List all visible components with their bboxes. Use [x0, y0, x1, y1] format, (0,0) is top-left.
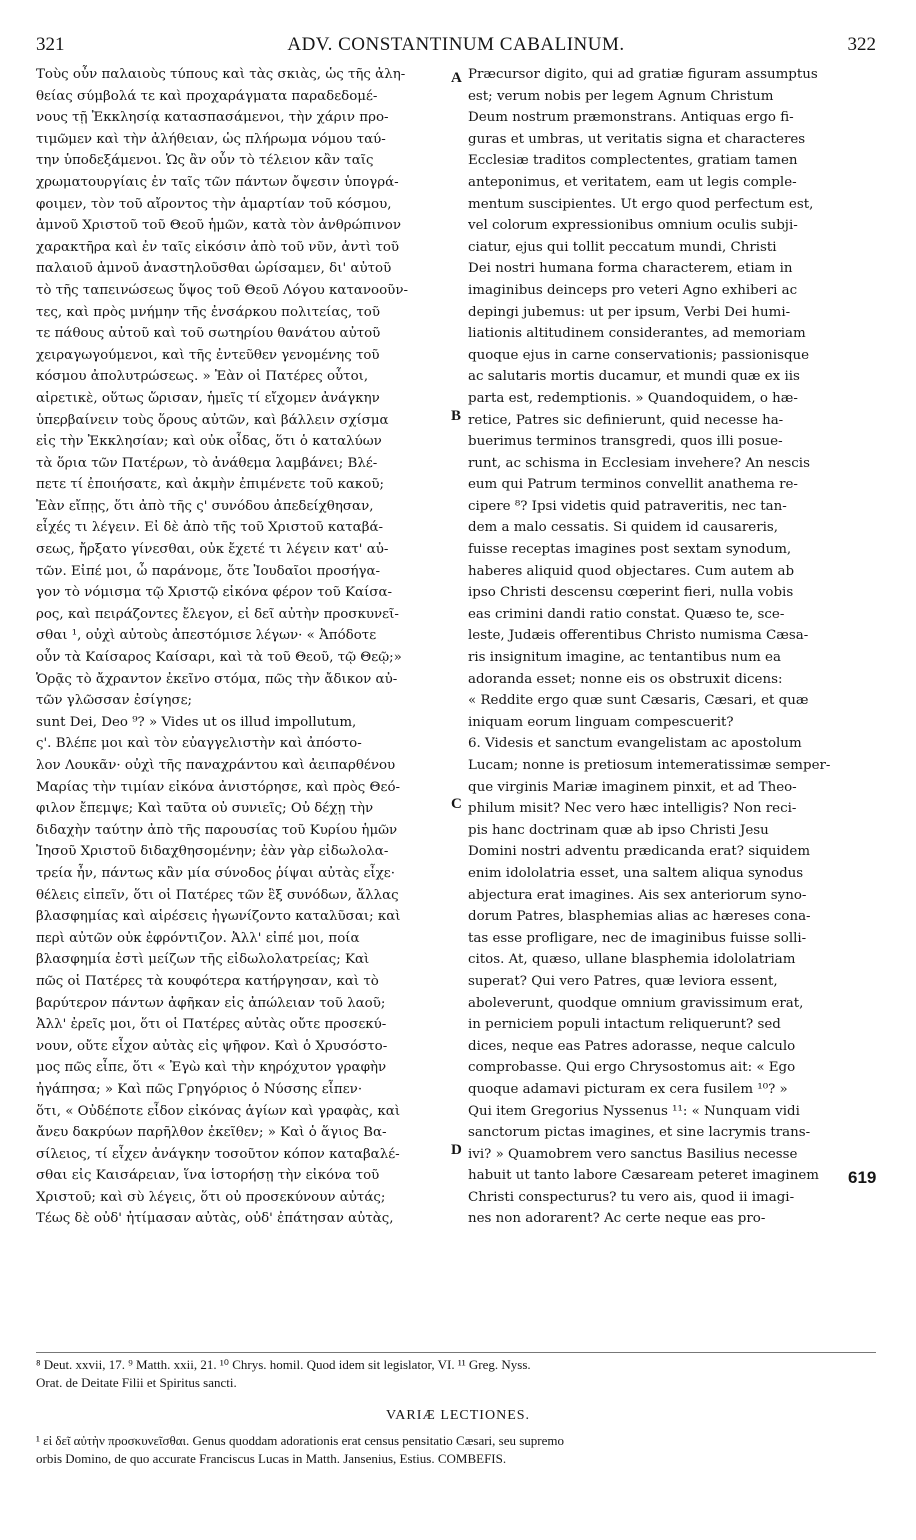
latin-text-line: habuit ut tanto labore Cæsaream peteret imaginem — [468, 1168, 819, 1184]
latin-text-line: sanctorum pictas imagines, et sine lacrymis trans- — [468, 1125, 811, 1141]
greek-text-line: σθαι ¹, οὐχὶ αὐτοὺς ἀπεστόμισε λέγων· « Ἀπόδοτε — [36, 628, 377, 644]
greek-text-line: θέλεις εἰπεῖν, ὅτι οἱ Πατέρες τῶν ἓξ συνόδων, ἄλλας — [36, 887, 399, 903]
greek-text-line: κόσμου ἀπολυτρώσεως. » Ἐὰν οἱ Πατέρες οὗτοι, — [36, 369, 369, 385]
greek-text-line: ἀμνοῦ Χριστοῦ τοῦ Θεοῦ ἡμῶν, κατὰ τὸν ἀνθρώπινον — [36, 218, 401, 234]
greek-text-line: χαρακτῆρα καὶ ἐν ταῖς εἰκόσιν ἀπὸ τοῦ νῦν, ἀντὶ τοῦ — [36, 239, 400, 255]
greek-text-line: γον τὸ νόμισμα τῷ Χριστῷ εἰκόνα φέρον τοῦ Καίσα- — [36, 585, 393, 601]
greek-text-line: ρος, καὶ πειράζοντες ἔλεγον, εἰ δεῖ αὐτὴν προσκυνεῖ- — [36, 606, 399, 622]
greek-text-line: περὶ αὐτῶν οὐκ ἐφρόντιζον. Ἀλλ' εἰπέ μοι, ποία — [36, 930, 360, 946]
latin-column — [468, 64, 880, 1230]
greek-text-line: πετε τί ἐποιήσατε, καὶ ἀκμὴν ἐπιμένετε τοῦ κακοῦ; — [36, 477, 384, 493]
greek-text-line: την ὑποδεξάμενοι. Ὡς ἂν οὖν τὸ τέλειον κἂν ταῖς — [36, 153, 374, 169]
greek-text-line: βλασφημίας καὶ αἱρέσεις ἠγωνίζοντο καταλῦσαι; καὶ — [36, 909, 401, 925]
latin-text-line: Dei nostri humana forma characterem, etiam in — [468, 261, 793, 277]
latin-text-line: enim idololatria esset, una saltem aliqua synodus — [468, 865, 804, 881]
latin-text-line: anteponimus, et veritatem, eam ut legis comple- — [468, 174, 797, 190]
greek-text-line: ἠγάπησα; » Καὶ πῶς Γρηγόριος ὁ Νύσσης εἶπεν· — [36, 1081, 363, 1097]
greek-text-line: τρεία ἦν, πάντως κἂν μία σύνοδος ῥίψαι αὐτὰς εἶχε· — [36, 865, 395, 881]
greek-text-line: ἄνευ δακρύων παρῆλθον ἐκεῖθεν; » Καὶ ὁ ἅγιος Βα- — [36, 1125, 387, 1141]
greek-text-line: τῶν. Εἰπέ μοι, ὦ παράνομε, ὅτε Ἰουδαῖοι προσήγα- — [36, 563, 381, 579]
section-marker-b: B — [451, 408, 462, 424]
latin-text-line: citos. At, quæso, ullane blasphemia idololatriam — [468, 952, 796, 968]
variant-reading-line: ¹ εἰ δεῖ αὐτὴν προσκυνεῖσθαι. Genus quoddam adorationis erat census pensitatio Cæsari, seu supremo — [36, 1433, 565, 1448]
section-marker-c: C — [451, 796, 462, 812]
greek-text-line: τὰ ὅρια τῶν Πατέρων, τὸ ἀνάθεμα λαμβάνει; Βλέ- — [36, 455, 378, 471]
latin-text-line: liationis altitudinem considerantes, ad memoriam — [468, 326, 806, 342]
variant-reading-line: orbis Domino, de quo accurate Franciscus Lucas in Matth. Jansenius, Estius. COMBEFIS. — [36, 1451, 507, 1466]
latin-text-line: abjectura erat imagines. Ais sex anteriorum syno- — [468, 887, 807, 903]
greek-text-line: τιμῶμεν καὶ τὴν ἀλήθειαν, ὡς πλήρωμα νόμου ταύ- — [36, 131, 386, 147]
greek-text-line: Ὁρᾷς τὸ ἄχραντον ἐκεῖνο στόμα, πῶς τὴν ἄδικον αὐ- — [36, 671, 398, 687]
greek-text-line: εἰς τὴν Ἐκκλησίαν; καὶ οὐκ οἶδας, ὅτι ὁ καταλύων — [36, 434, 382, 450]
latin-text-line: depingi jubemus: ut per ipsum, Verbi Dei humi- — [468, 304, 791, 320]
latin-text-line: ivi? » Quamobrem vero sanctus Basilius necesse — [468, 1146, 798, 1162]
running-header — [36, 34, 876, 60]
latin-text-line: ipso Christi descensu cœperint fieri, nulla vobis — [468, 585, 794, 601]
latin-text-line: Ecclesiæ traditos complectentes, gratiam tamen — [468, 153, 798, 169]
greek-text-line: μος πῶς εἶπε, ὅτι « Ἐγὼ καὶ τὴν κηρόχυτον γραφὴν — [36, 1060, 387, 1076]
greek-text-line: τε πάθους αὐτοῦ καὶ τοῦ σωτηρίου θανάτου αὐτοῦ — [36, 326, 381, 342]
greek-text-line: sunt Dei, Deo ⁹? » Vides ut os illud impollutum, — [36, 714, 357, 730]
latin-text-line: philum misit? Nec vero hæc intelligis? Non reci- — [468, 801, 797, 817]
greek-text-line: πῶς οἱ Πατέρες τὰ κουφότερα κατήργησαν, καὶ τὸ — [36, 973, 379, 989]
section-marker-d: D — [451, 1142, 462, 1158]
greek-text-line: διδαχὴν ταύτην ἀπὸ τῆς παρουσίας τοῦ Κυρίου ἡμῶν — [36, 822, 398, 838]
greek-text-line: Τοὺς οὖν παλαιοὺς τύπους καὶ τὰς σκιὰς, ὡς τῆς ἀλη- — [36, 67, 406, 82]
latin-text-line: superat? Qui vero Patres, quæ leviora essent, — [468, 973, 778, 989]
latin-text-line: in perniciem populi intactum reliquerunt? sed — [468, 1017, 781, 1033]
greek-text-line: χειραγωγούμενοι, καὶ τῆς ἐντεῦθεν γενομένης τοῦ — [36, 347, 380, 363]
greek-text-line: ὑπερβαίνειν τοὺς ὅρους αὐτῶν, καὶ βάλλειν σχίσμα — [36, 412, 389, 428]
latin-text-line: 6. Videsis et sanctum evangelistam ac apostolum — [468, 736, 802, 752]
greek-text-line: χρωματουργίαις ἐν ταῖς τῶν πάντων ὄψεσιν ὑπογρά- — [36, 174, 399, 190]
latin-text-line: guras et umbras, ut veritatis signa et characteres — [468, 131, 806, 147]
greek-text-line: τὸ τῆς ταπεινώσεως ὕψος τοῦ Θεοῦ Λόγου κατανοοῦν- — [36, 282, 408, 298]
latin-text-line: ciatur, ejus qui tollit peccatum mundi, Christi — [468, 239, 777, 255]
latin-text-line: quoque ejus in carne conservationis; passionisque — [468, 347, 810, 363]
greek-text-line: φοιμεν, τὸν τοῦ αἴροντος τὴν ἁμαρτίαν τοῦ κόσμου, — [36, 196, 392, 212]
latin-text-line: Præcursor digito, qui ad gratiæ figuram assumptus — [468, 67, 818, 82]
footnote-line: Orat. de Deitate Filii et Spiritus sancti. — [36, 1375, 237, 1390]
greek-text-line: Ἀλλ' ἐρεῖς μοι, ὅτι οἱ Πατέρες αὐτὰς οὔτε προσεκύ- — [36, 1017, 387, 1033]
greek-text-line: παλαιοῦ ἀμνοῦ ἀναστηλοῦσθαι ὡρίσαμεν, δι' αὐτοῦ — [36, 261, 392, 277]
greek-text-line: Χριστοῦ; καὶ σὺ λέγεις, ὅτι οὐ προσεκύνουν αὐτάς; — [36, 1189, 386, 1205]
greek-text-line: ς'. Βλέπε μοι καὶ τὸν εὐαγγελιστὴν καὶ ἀπόστο- — [36, 736, 362, 752]
latin-text-line: comprobasse. Qui ergo Chrysostomus ait: « Ego — [468, 1060, 796, 1076]
latin-text-line: quoque adamavi picturam ex cera fusilem ¹⁰? » — [468, 1081, 788, 1097]
latin-text-line: Deum nostrum præmonstrans. Antiquas ergo fi- — [468, 110, 794, 126]
greek-text-line: τῶν γλῶσσαν ἐσίγησε; — [36, 693, 193, 709]
latin-text-line: adoranda esset; nonne eis os obstruxit dicens: — [468, 671, 783, 687]
latin-text-line: ris insignitum imagine, ac tentantibus num ea — [468, 650, 781, 666]
greek-text-line: σίλειος, τί εἶχεν ἀνάγκην τοσοῦτον κόπον καταβαλέ- — [36, 1146, 400, 1162]
migne-page-number: 619 — [848, 1168, 877, 1187]
greek-text-line: σθαι εἰς Καισάρειαν, ἵνα ἱστορήσῃ τὴν εἰκόνα τοῦ — [36, 1168, 380, 1184]
variae-lectiones-title: VARIÆ LECTIONES. — [385, 1408, 531, 1423]
variae-lectiones — [36, 1432, 876, 1468]
greek-text-line: Τέως δὲ οὐδ' ἠτίμασαν αὐτὰς, οὐδ' ἐπάτησαν αὐτὰς, — [36, 1211, 394, 1227]
latin-text-line: Qui item Gregorius Nyssenus ¹¹: « Nunquam vidi — [468, 1103, 800, 1119]
greek-text-line: Ἐὰν εἴπῃς, ὅτι ἀπὸ τῆς ς' συνόδου ἀπεδείχθησαν, — [36, 498, 374, 514]
latin-text-line: tas esse profligare, nec de imaginibus fuisse solli- — [468, 930, 807, 946]
latin-text-line: imaginibus deinceps pro veteri Agno exhiberi ac — [468, 282, 798, 298]
latin-text-line: Christi conspecturus? tu vero ais, quod ii imagi- — [468, 1189, 795, 1205]
page-number-left: 321 — [36, 34, 65, 55]
latin-text-line: parta est, redemptionis. » Quandoquidem, o hæ- — [468, 390, 798, 406]
greek-text-line: βαρύτερον πάντων ἀφῆκαν εἰς ἀπώλειαν τοῦ λαοῦ; — [36, 995, 386, 1011]
latin-text-line: mentum suscipientes. Ut ergo quod perfectum est, — [468, 196, 814, 212]
latin-text-line: eas crimini dandi ratio constat. Quæso te, sce- — [468, 606, 785, 622]
latin-text-line: dices, neque eas Patres adorasse, neque calculo — [468, 1038, 796, 1054]
latin-text-line: leste, Judæis offerentibus Christo numisma Cæsa- — [468, 628, 809, 644]
latin-text-line: aboleverunt, quodque omnium gravissimum erat, — [468, 995, 804, 1011]
latin-text-line: dem a malo cessatis. Si quidem id causareris, — [468, 520, 779, 536]
latin-text-line: que virginis Mariæ imaginem pinxit, et ad Theo- — [468, 779, 797, 795]
latin-text-line: ac salutaris mortis ducamur, et mundi quæ ex iis — [468, 369, 800, 385]
latin-text-line: runt, ac schisma in Ecclesiam invehere? An nescis — [468, 455, 810, 471]
greek-text-line: βλασφημία ἐστὶ μείζων τῆς εἰδωλολατρείας; Καὶ — [36, 952, 370, 968]
section-marker-a: A — [451, 70, 462, 86]
latin-text-line: retice, Patres sic definierunt, quid necesse ha- — [468, 412, 784, 428]
greek-text-line: τες, καὶ πρὸς μνήμην τῆς ἐνσάρκου πολιτείας, τοῦ — [36, 304, 381, 320]
greek-text-line: ὅτι, « Οὐδέποτε εἶδον εἰκόνας ἁγίων καὶ γραφὰς, καὶ — [36, 1103, 401, 1119]
greek-text-line: οὖν τὰ Καίσαρος Καίσαρι, καὶ τὰ τοῦ Θεοῦ, τῷ Θεῷ;» — [36, 650, 402, 666]
greek-text-line: αἱρετικὲ, οὕτως ὥρισαν, ἡμεῖς τί εἴχομεν ἀνάγκην — [36, 390, 380, 406]
greek-text-line: σεως, ἤρξατο γίνεσθαι, οὐκ ἔχετέ τι λέγειν κατ' αὐ- — [36, 542, 389, 558]
running-title: ADV. CONSTANTINUM CABALINUM. — [287, 34, 625, 55]
latin-text-line: cipere ⁸? Ipsi videtis quid patraveritis, nec tan- — [468, 498, 787, 514]
latin-text-line: dorum Patres, blasphemias alias ac hæreses cona- — [468, 909, 811, 925]
greek-text-line: Μαρίας τὴν τιμίαν εἰκόνα ἀνιστόρησε, καὶ πρὸς Θεό- — [36, 779, 401, 795]
latin-text-line: est; verum nobis per legem Agnum Christum — [468, 88, 774, 104]
latin-text-line: buerimus terminos transgredi, quos illi posue- — [468, 434, 783, 450]
latin-text-line: « Reddite ergo quæ sunt Cæsaris, Cæsari, et quæ — [468, 693, 809, 709]
page-number-right: 322 — [847, 34, 876, 55]
footnote-line: ⁸ Deut. xxvii, 17. ⁹ Matth. xxii, 21. ¹⁰ Chrys. homil. Quod idem sit legislator, VI. ¹¹ Greg. Nyss. — [36, 1357, 531, 1372]
latin-text-line: vel colorum expressionibus omnium oculis subji- — [468, 218, 798, 234]
latin-text-line: Lucam; nonne is pretiosum intemeratissimæ semper- — [468, 758, 831, 773]
greek-text-line: φιλον ἔπεμψε; Καὶ ταῦτα οὐ συνιεῖς; Οὐ δέχῃ τὴν — [36, 801, 374, 817]
greek-text-line: Ἰησοῦ Χριστοῦ διδαχθησομένην; ἐὰν γὰρ εἰδωλολα- — [36, 844, 389, 860]
greek-text-line: νους τῇ Ἐκκλησίᾳ κατασπασάμενοι, τὴν χάριν προ- — [36, 110, 389, 126]
greek-text-line: θείας σύμβολά τε καὶ προχαράγματα παραδεδομέ- — [36, 88, 378, 104]
latin-text-line: Domini nostri adventu prædicanda erat? siquidem — [468, 844, 811, 860]
latin-text-line: eum qui Patrum terminos convellit anathema re- — [468, 477, 798, 493]
footnote-rule — [36, 1352, 876, 1353]
latin-text-line: fuisse receptas imagines post sextam synodum, — [468, 542, 792, 558]
footnotes — [36, 1356, 876, 1392]
latin-text-line: iniquam eorum linguam compescuerit? — [468, 714, 734, 730]
greek-text-line: λον Λουκᾶν· οὐχὶ τῆς παναχράντου καὶ ἀειπαρθένου — [36, 758, 396, 773]
latin-text-line: haberes aliquid quod objectares. Cum autem ab — [468, 563, 795, 579]
greek-text-line: νουν, οὔτε εἶχον αὐτὰς εἰς ψῆφον. Καὶ ὁ Χρυσόστο- — [36, 1038, 388, 1054]
greek-column — [36, 64, 456, 1230]
latin-text-line: nes non adorarent? Ac certe neque eas pro- — [468, 1211, 766, 1227]
greek-text-line: εἶχές τι λέγειν. Εἰ δὲ ἀπὸ τῆς τοῦ Χριστοῦ καταβά- — [36, 520, 384, 536]
latin-text-line: pis hanc doctrinam quæ ab ipso Christi Jesu — [468, 822, 769, 838]
